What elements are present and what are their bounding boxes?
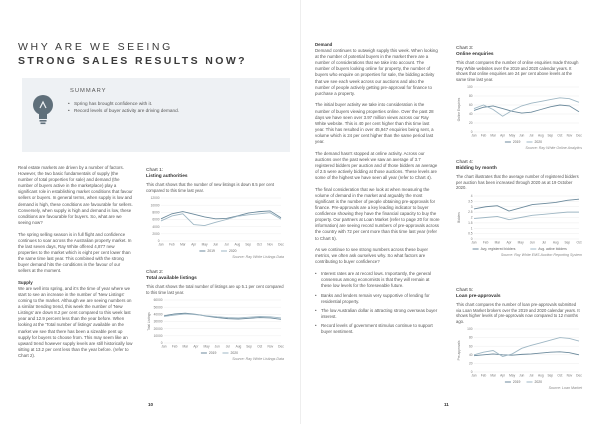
- x-tick-label: Aug: [552, 240, 559, 244]
- y-axis-label: Bidders: [457, 211, 461, 223]
- x-tick-label: Apr: [500, 373, 506, 378]
- series-line-avg-registered-bidders: [474, 199, 579, 211]
- y-tick-label: 40: [468, 352, 473, 357]
- y-tick-label: 4000: [152, 224, 160, 229]
- chart-4-block: [456, 160, 582, 257]
- x-tick-label: Apr: [193, 344, 199, 349]
- confidence-factors-list: [315, 271, 440, 335]
- y-tick-label: 12000: [150, 196, 160, 201]
- chart-3-source: Source: Ray White Online Analytics: [525, 146, 582, 150]
- factor-bullet: • Banks and lenders remain very supportive of lending for residential property.: [315, 293, 440, 305]
- demand-paragraph: As we continue to see strong numbers across these buyer metrics, we often ask ourselves why. So what factors are contributing to buyer confidence?: [315, 247, 428, 265]
- y-axis-label: Online Enquiries: [457, 97, 461, 122]
- series-line-2020: [474, 338, 579, 357]
- x-tick-label: Jun: [529, 240, 535, 244]
- chart-5-description: This chart compares the number of loan pre-approvals submitted via Loan Market brokers over the 2019 and 2020 calendar years. It shows higher levels of pre-approvals now compared to 12 months ago.: [456, 302, 580, 324]
- summary-heading: SUMMARY: [70, 88, 107, 94]
- chart-3-block: [456, 46, 582, 150]
- chart-1-block: [146, 168, 284, 259]
- x-tick-label: Aug: [235, 344, 242, 349]
- title-line-2: STRONG SALES RESULTS NOW?: [18, 55, 247, 67]
- chart-5-block: [456, 288, 582, 390]
- page-title: [18, 40, 278, 68]
- chart-3-description: This chart compares the number of online enquiries made through Ray White websites over the 2019 and 2020 calendar years. It shows that online enquiries are 24 per cent above levels at the same time last year.: [456, 60, 579, 82]
- x-tick-label: May: [203, 344, 210, 349]
- x-tick-label: Feb: [169, 242, 175, 247]
- chart-2-block: [146, 270, 284, 361]
- legend-label: 2020: [534, 380, 543, 384]
- supply-paragraph: We are well into spring, and it's the time of year where we start to see an increase in the number of 'New Listings' coming to the market. Although we are seeing numbers on a similar trending trend, this week the number of 'New Listings' are down 8.2 per cent compared to this week last year and 12.9 percent less than the year before. When looking at the 'Total number of listings' available on the market we see that there has been a sizeable pent up supply for buyers to choose from. This may seem like an upward trend however supply levels are still historically low sitting at 13.2 per cent less than the year before. (refer to Chart 2).: [18, 285, 133, 358]
- legend-label: Avg. active bidders: [538, 246, 567, 251]
- y-axis-label: Pre-approvals: [457, 340, 461, 361]
- chart-4-description: The chart illustrates that the average number of registered bidders per auction has been increased through 2020 as at 19 October 2020.: [456, 174, 579, 190]
- legend-label: 2019: [512, 140, 521, 144]
- y-tick-label: 10000: [153, 333, 163, 338]
- x-tick-label: Sep: [547, 373, 554, 378]
- y-tick-label: 6000: [152, 217, 160, 222]
- factor-bullet: • The low Australian dollar is attracting strong overseas buyer interest.: [315, 308, 440, 320]
- x-tick-label: Jul: [529, 373, 534, 378]
- y-tick-label: 40000: [153, 312, 163, 317]
- intro-paragraph: The spring selling season is in full flight and confidence continues to soar across the Australian property market. In the last seven days, Ray White offered 4,877 new properties to the market which is eight per cent lower than the same time last year. This combined with the strong buyer demand hits the conditions in the favour of our sellers at the moment.: [18, 231, 132, 274]
- x-tick-label: Jun: [212, 242, 219, 247]
- supply-heading: Supply: [18, 279, 33, 285]
- y-tick-label: 4: [470, 193, 473, 198]
- chart-2-source: Source: Ray White Listings Data: [232, 357, 284, 361]
- series-line-2019: [474, 352, 579, 356]
- title-line-1: WHY ARE WE SEEING: [18, 41, 173, 53]
- x-tick-label: May: [509, 373, 516, 378]
- x-tick-label: Dec: [278, 344, 284, 349]
- x-tick-label: Feb: [480, 373, 487, 378]
- x-tick-label: Apr: [500, 133, 506, 138]
- x-tick-label: Mar: [180, 242, 186, 247]
- x-tick-label: May: [509, 133, 516, 138]
- y-tick-label: 3: [470, 204, 473, 209]
- x-tick-label: Mar: [490, 133, 496, 138]
- legend-label: 2019: [207, 249, 215, 253]
- x-tick-label: Mar: [494, 240, 501, 244]
- x-tick-label: Jul: [529, 133, 534, 138]
- chart-2-title: Total available listings: [146, 276, 197, 281]
- x-tick-label: Jan: [471, 240, 477, 244]
- y-tick-label: 0: [160, 341, 163, 346]
- x-tick-label: Jan: [471, 373, 477, 378]
- factor-bullet: • Record levels of government stimulus continue to support buyer sentiment.: [315, 323, 440, 335]
- y-tick-label: 0: [470, 130, 473, 135]
- chart-1-description: This chart shows that the number of new listings is down 8.5 per cent compared to this time last year.: [146, 182, 275, 193]
- x-tick-label: Jun: [519, 133, 525, 138]
- intro-paragraph: Real estate markets are driven by a number of factors. However, the two basic fundamentals of supply (the number of total properties for sale) and demand (the number of buyers active in the marketplace) play a significant role in establishing market conditions that favour sellers or buyers. In general terms, when supply is low and demand is high, these conditions are favourable for sellers. Conversely, when supply is high and demand is low, these conditions are favourable for buyers. So, what are we seeing now?: [18, 165, 133, 225]
- y-tick-label: 0: [470, 370, 473, 375]
- y-tick-label: 2: [470, 215, 473, 220]
- legend-label: 2019: [208, 351, 217, 355]
- y-tick-label: 0: [157, 239, 160, 244]
- x-tick-label: Aug: [537, 373, 544, 378]
- x-tick-label: Sep: [564, 240, 571, 244]
- chart-3-title: Online enquiries: [456, 52, 494, 57]
- x-tick-label: Oct: [557, 373, 563, 378]
- demand-paragraph: The final consideration that we look at when measuring the volume of demand in the market and arguably the most significant is the number of people obtaining pre-approvals for finance. Pre-approvals are a key leading indicator to buyer confidence showing they have the financial capacity to buy the property. Our partners at Loan Market (refer to page 20 for more information) are seeing record numbers of pre-approvals across the country with 72 per cent more than this time last year (refer to Chart 5).: [315, 186, 440, 241]
- chart-5-label: Chart 5:: [456, 288, 474, 293]
- y-tick-label: 8000: [152, 210, 160, 215]
- x-tick-label: Oct: [257, 344, 263, 349]
- x-tick-label: Jul: [541, 240, 547, 244]
- left-text-column: [18, 165, 134, 365]
- y-tick-label: 60000: [153, 298, 163, 303]
- x-tick-label: Nov: [267, 242, 273, 247]
- factor-bullet: • Interest rates are at record lows. Importantly, the general consensus among economists is that they will remain at these low levels for the foreseeable future.: [315, 271, 440, 289]
- x-tick-label: Oct: [557, 133, 563, 138]
- demand-heading: Demand: [315, 42, 333, 47]
- x-tick-label: May: [201, 242, 208, 247]
- y-tick-label: 2000: [152, 231, 160, 236]
- chart-4-title: Bidding by month: [456, 166, 497, 171]
- x-tick-label: Mar: [490, 373, 496, 378]
- y-tick-label: 100: [467, 327, 473, 332]
- x-tick-label: Oct: [256, 242, 262, 247]
- chart-5-source: Source: Loan Market: [548, 386, 582, 390]
- y-tick-label: 20000: [153, 326, 163, 331]
- y-tick-label: 30000: [153, 319, 163, 324]
- y-tick-label: 100: [467, 85, 473, 90]
- chart-2-description: This chart shows the total number of listings are up 5.1 per cent compared to this time last year.: [146, 284, 284, 295]
- x-tick-label: Sep: [547, 133, 554, 138]
- y-tick-label: 20: [468, 121, 473, 126]
- y-tick-label: 60: [468, 344, 473, 349]
- lightbulb-icon: [30, 92, 56, 126]
- x-tick-label: Dec: [576, 133, 582, 138]
- summary-box: [22, 78, 290, 152]
- series-line-2020: [474, 98, 579, 116]
- x-tick-label: Apr: [506, 240, 512, 244]
- y-tick-label: 1: [470, 225, 473, 230]
- x-tick-label: Aug: [537, 133, 544, 138]
- x-tick-label: Feb: [480, 133, 487, 138]
- legend-label: 2020: [229, 249, 237, 253]
- x-tick-label: Apr: [191, 242, 197, 247]
- x-tick-label: Mar: [182, 344, 189, 349]
- legend-label: 2019: [512, 380, 521, 384]
- x-tick-label: Sep: [246, 344, 252, 349]
- demand-paragraph: Demand continues to outweigh supply this week. When looking at the number of potential buyers in the market there are a number of considerations that we take into account. The number of buyers looking online for property, the number of buyers who enquire on properties for sale, the bidding activity that we see each week across our auctions and also the number of people actively getting pre-approval for finance to purchase a property.: [315, 48, 438, 96]
- x-tick-label: Oct: [576, 240, 582, 244]
- y-tick-label: 80: [468, 94, 473, 99]
- legend-label: 2020: [534, 140, 543, 144]
- y-tick-label: 80: [468, 335, 473, 340]
- x-tick-label: Sep: [245, 242, 252, 247]
- legend-label: Avg. registered bidders: [480, 246, 516, 251]
- summary-list: [68, 100, 278, 114]
- chart-3-label: Chart 3:: [456, 46, 474, 51]
- y-tick-label: 3.5: [468, 198, 473, 203]
- chart-2-svg: [146, 298, 284, 356]
- y-tick-label: 10000: [150, 203, 160, 208]
- series-line-2019: [474, 105, 579, 113]
- demand-paragraph: The demand hasn't stopped at online activity. Across our auctions over the past week we saw an average of 3.7 registered bidders per auction and of those bidders an average of 2.5 were actively bidding at those auctions. These levels are some of the highest we have seen all year (refer to Chart 4).: [315, 150, 438, 181]
- y-tick-label: 20: [468, 361, 473, 366]
- x-tick-label: Jul: [224, 242, 229, 247]
- x-tick-label: Jul: [225, 344, 230, 349]
- page-number-left: 10: [148, 402, 154, 407]
- x-tick-label: Jan: [158, 242, 164, 247]
- y-tick-label: 40: [468, 112, 473, 117]
- y-tick-label: 0.5: [468, 231, 473, 236]
- summary-bullet: • Record levels of buyer activity are driving demand.: [68, 107, 278, 114]
- chart-1-source: Source: Ray White Listings Data: [232, 255, 284, 259]
- x-tick-label: Nov: [566, 133, 573, 138]
- chart-1-svg: [146, 196, 284, 254]
- page-number-right: 11: [444, 402, 449, 407]
- series-line-2020: [161, 213, 281, 226]
- y-tick-label: 50000: [153, 305, 163, 310]
- x-tick-label: Jan: [161, 344, 167, 349]
- series-line-avg-active-bidders: [474, 212, 579, 220]
- y-tick-label: 2.5: [468, 209, 473, 214]
- demand-column: [315, 42, 440, 339]
- chart-5-title: Loan pre-approvals: [456, 294, 501, 299]
- demand-paragraph: The initial buyer activity we take into consideration is the number of buyers viewing properties online. Over the past 28 days we have seen over 3.97 million views across our Ray White website. This is 40 per cent higher than this time last year. This has resulted in over 45,947 enquiries being sent, a volume which is 24 per cent higher than the same period last year.: [315, 102, 434, 144]
- x-tick-label: Nov: [267, 344, 274, 349]
- x-tick-label: May: [517, 240, 524, 244]
- chart-1-title: Listing authorities: [146, 174, 188, 179]
- y-tick-label: 60: [468, 103, 473, 108]
- x-tick-label: Feb: [171, 344, 178, 349]
- chart-2-label: Chart 2:: [146, 270, 164, 275]
- chart-3-svg: [456, 85, 582, 145]
- chart-5-svg: [456, 327, 582, 385]
- chart-4-svg: [456, 194, 582, 252]
- chart-1-label: Chart 1:: [146, 168, 164, 173]
- x-tick-label: Dec: [576, 373, 582, 378]
- chart-4-source: Source: Ray White EMS Auction Reporting System: [500, 252, 582, 257]
- x-tick-label: Jun: [214, 344, 220, 349]
- chart-4-label: Chart 4:: [456, 160, 474, 165]
- x-tick-label: Feb: [482, 240, 489, 244]
- x-tick-label: Dec: [278, 242, 284, 247]
- y-axis-label: Total Listings: [147, 312, 151, 331]
- summary-bullet: • Spring has brought confidence with it.: [68, 100, 278, 107]
- page-divider: [300, 0, 301, 424]
- legend-label: 2020: [230, 351, 239, 355]
- x-tick-label: Aug: [234, 242, 241, 247]
- y-tick-label: 0: [470, 236, 473, 241]
- y-tick-label: 1.5: [468, 220, 473, 225]
- x-tick-label: Nov: [566, 373, 573, 378]
- x-tick-label: Jan: [471, 133, 477, 138]
- x-tick-label: Jun: [519, 373, 525, 378]
